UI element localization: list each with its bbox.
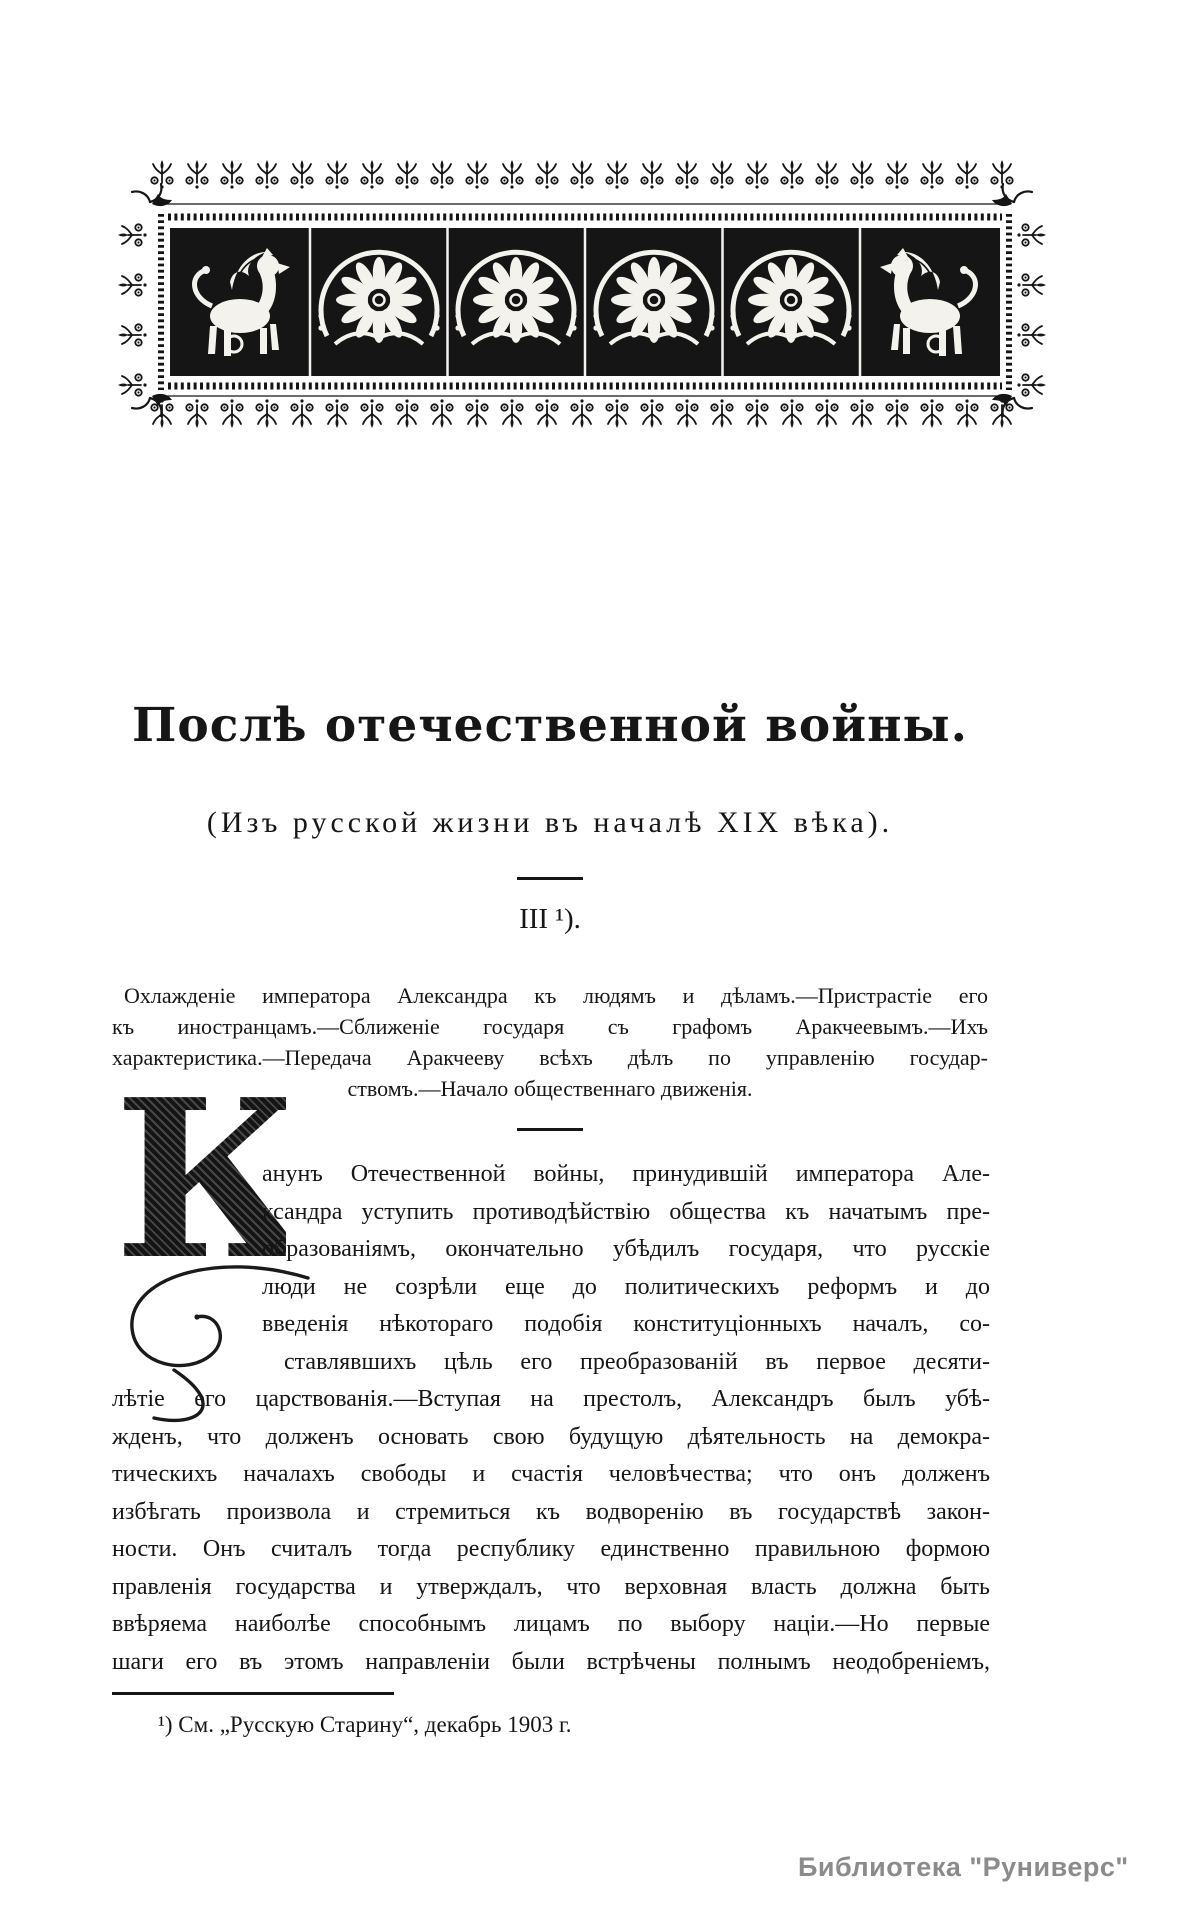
body-text [112,1156,990,1681]
body-line: люди не созрѣли еще до политическихъ реформъ и до [262,1273,990,1300]
library-watermark: Библиотека "Руниверс" [798,1852,1129,1882]
body-line: ности. Онъ считалъ тогда республику единственно правильною формою [112,1536,990,1562]
body-line: правленія государства и утверждалъ, что верховная власть должна быть [112,1573,990,1600]
body-line: тическихъ началахъ свободы и счастія человѣчества; что онъ долженъ [112,1461,990,1487]
chapter-heading: III ¹). [519,903,581,935]
palmette-row-top [151,160,1012,189]
summary-line: къ иностранцамъ.—Сближеніе государя съ графомъ Аракчеевымъ.—Ихъ [112,1014,988,1039]
palmette-row-bottom [151,399,1012,428]
footnote: ¹) См. „Русскую Старину“, декабрь 1903 г. [158,1712,572,1737]
page-title: Послѣ отечественной войны. [132,698,968,753]
body-line: лѣтіе его царствованія.—Вступая на престолъ, Александръ былъ убѣ- [112,1386,990,1412]
corner-sprig-top-right [992,184,1032,206]
body-line: избѣгать произвола и стремиться къ водворенію въ государствѣ закон- [112,1498,990,1525]
palmette-column-left [118,224,147,395]
separator-rule [517,877,583,880]
summary-line: ствомъ.—Начало общественнаго движенія. [347,1076,753,1101]
page-subtitle: (Изъ русской жизни въ началѣ XIX вѣка). [206,806,894,839]
footnote-rule [112,1692,394,1695]
body-line: анунъ Отечественной войны, принудившій императора Але- [262,1161,990,1187]
body-line: ксандра уступить противодѣйствію общества къ начатымъ пре- [262,1198,990,1225]
summary-line: характеристика.—Передача Аракчееву всѣхъ дѣлъ по управленію государ- [112,1045,988,1070]
body-line: ввѣряема наиболѣе способнымъ лицамъ по выбору націи.—Но первые [112,1611,990,1637]
separator-rule [517,1128,583,1131]
body-line: образованіямъ, окончательно убѣдилъ государя, что русскіе [262,1236,990,1262]
body-line: ставлявшихъ цѣль его преобразованій въ первое десяти- [284,1348,990,1375]
summary-line: Охлажденіе императора Александра къ людямъ и дѣламъ.—Пристрастіе его [124,983,988,1008]
body-line: жденъ, что долженъ основать свою будущую дѣятельность на демокра- [112,1423,990,1450]
drop-cap-initial: К [114,1052,313,1308]
body-line: введенія нѣкотораго подобія конституціонныхъ началъ, со- [262,1311,990,1337]
body-line: шаги его въ этомъ направленіи были встрѣчены полнымъ неодобреніемъ, [112,1648,990,1675]
corner-sprig-top-left [132,184,172,206]
ornament-band [112,140,1052,435]
palmette-column-right [1017,224,1046,395]
